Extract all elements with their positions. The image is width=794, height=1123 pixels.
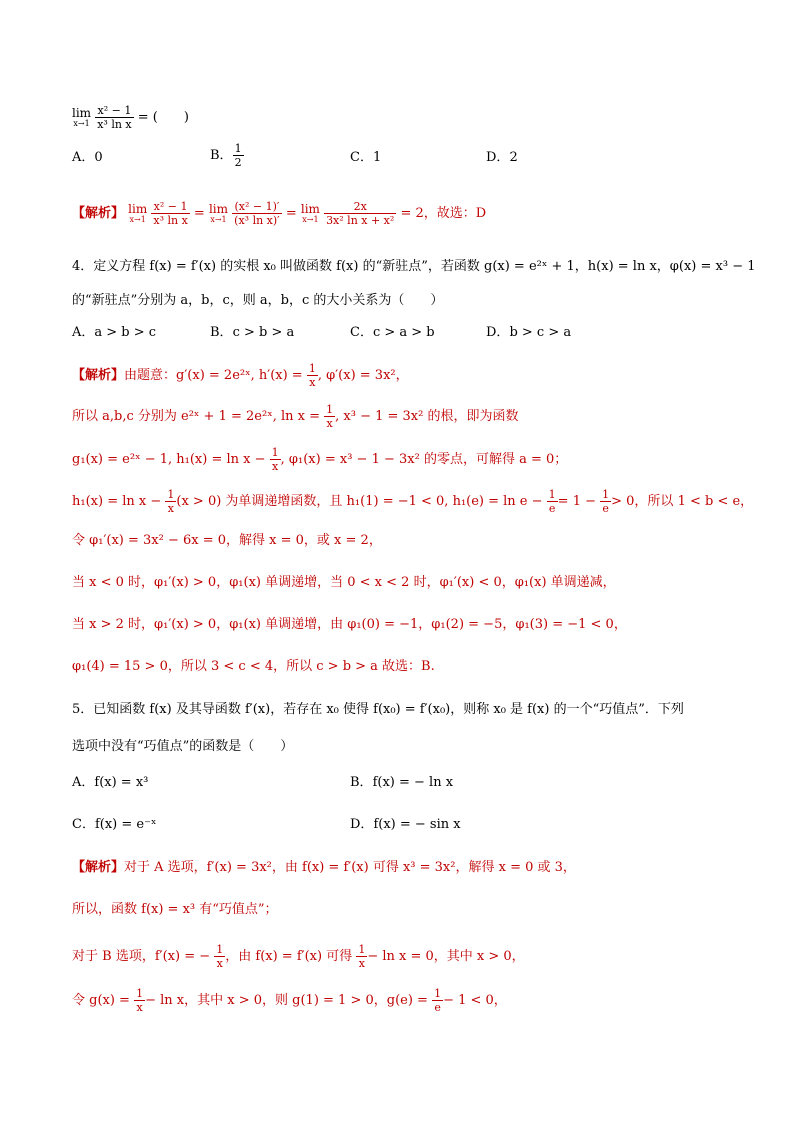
analysis-fraction [432,987,443,1014]
option-key: A． [72,150,95,165]
q4-option-c [350,323,435,343]
fraction-denominator: x [358,957,365,970]
q4-stem-line-1: 4．定义方程 f(x) = f′(x) 的实根 x₀ 叫做函数 f(x) 的“新驻点”，若函数 g(x) = e²ˣ + 1，h(x) = ln x，φ(x) = x³ − 1 [72,259,756,274]
q4-analysis-line-3 [72,446,567,473]
q3-option-d [486,148,518,168]
analysis-text: 对于 B 选项，f′(x) = − [72,949,211,964]
q5-analysis-line-3 [72,943,525,970]
lim-symbol [128,203,147,224]
fraction-numerator: 1 [216,943,224,956]
q4-option-d [486,323,571,343]
q4-analysis-line-5: 令 φ₁′(x) = 3x² − 6x = 0，解得 x = 0，或 x = 2， [72,533,382,548]
fraction-denominator: x [216,957,223,970]
analysis-text: 由题意：g′(x) = 2e²ˣ, h′(x) = [124,368,303,383]
fraction-numerator: 1 [308,362,316,375]
option-key: D． [486,325,510,340]
option-key: B． [210,148,233,163]
analysis-fraction [270,446,281,473]
lim-word: lim [300,202,320,216]
lim-sub: x→1 [302,215,319,224]
option-key: C． [72,817,95,832]
q3-option-b [210,142,244,169]
q4-analysis-line-2 [72,403,518,430]
fraction-denominator: e [548,502,556,515]
analysis-text: > 0，所以 1 < b < e， [611,494,754,509]
q4-analysis-line-6: 当 x < 0 时，φ₁′(x) > 0，φ₁(x) 单调递增，当 0 < x < 2 时，φ₁′(x) < 0，φ₁(x) 单调递减， [72,575,616,590]
fraction-denominator: x [167,502,174,515]
fraction-denominator: e [434,1001,441,1014]
analysis-fraction [307,362,318,389]
analysis-fraction-2 [232,200,282,227]
fraction-numerator: 1 [326,403,334,416]
fraction-numerator: 1 [434,987,442,1000]
fraction-denominator: x [326,417,333,430]
option-text: 0 [94,150,103,165]
fraction-denominator: x³ ln x [97,118,132,131]
lim-sub: x→1 [73,119,90,128]
fraction-denominator: x [272,460,279,473]
fraction-denominator: x [136,1001,143,1014]
analysis-text: (x > 0) 为单调递增函数，且 h₁(1) = −1 < 0, h₁(e) = ln e − [176,494,543,509]
option-key: A． [72,775,95,790]
analysis-text: , x³ − 1 = 3x² 的根，即为函数 [335,409,519,424]
option-key: C． [350,150,373,165]
lim-word: lim [208,202,229,216]
fraction-denominator: 3x² ln x + x² [326,214,395,227]
fraction-numerator: (x² − 1)′ [232,200,282,214]
equals-sign: = [193,206,205,221]
analysis-text: h₁(x) = ln x − [72,494,162,509]
option-text: c > a > b [372,325,435,340]
equals-sign: = [285,206,297,221]
q5-stem-line-1: 5．已知函数 f(x) 及其导函数 f′(x)，若存在 x₀ 使得 f(x₀) = f′(x₀)，则称 x₀ 是 f(x) 的一个“巧值点”．下列 [72,702,684,717]
fraction-numerator: x² − 1 [151,200,189,214]
q5-stem-line-2: 选项中没有“巧值点”的函数是（ ） [72,739,294,754]
option-text: a > b > c [94,325,157,340]
analysis-fraction [600,488,611,515]
analysis-text: ，由 f(x) = f′(x) 可得 [225,949,353,964]
option-key: A． [72,325,95,340]
fraction-numerator: 1 [602,488,610,501]
lim-symbol [209,203,228,224]
analysis-text: g₁(x) = e²ˣ − 1, h₁(x) = ln x − [72,452,266,467]
q4-option-a [72,323,156,343]
q5-option-c [72,815,156,835]
analysis-text: 对于 A 选项，f′(x) = 3x²，由 f(x) = f′(x) 可得 x³ = 3x²，解得 x = 0 或 3， [124,860,576,875]
q5-option-b [350,773,453,793]
fraction-numerator: 1 [136,987,144,1000]
analysis-text: − 1 < 0， [443,993,507,1008]
q3-analysis [72,200,486,227]
fraction-numerator: 1 [548,488,556,501]
q5-option-a [72,773,148,793]
option-text: b > c > a [509,325,572,340]
q3-stem [72,104,189,131]
analysis-end: = 2，故选：D [400,206,487,221]
option-text: 2 [509,150,518,165]
option-key: D． [486,150,510,165]
option-text: 1 [372,150,382,165]
q4-analysis-line-1 [72,362,409,389]
analysis-text: − ln x = 0，其中 x > 0， [367,949,525,964]
option-key: D． [350,817,374,832]
lim-sub: x→1 [210,215,227,224]
fraction-numerator: x² − 1 [95,104,133,118]
q3-option-a [72,148,103,168]
q4-stem-line-2: 的“新驻点”分别为 a，b，c，则 a，b，c 的大小关系为（ ） [72,293,444,308]
q5-analysis-line-1 [72,858,576,878]
analysis-fraction [356,943,367,970]
fraction-numerator: 1 [358,943,366,956]
q5-analysis-line-4 [72,987,507,1014]
option-text: f(x) = − sin x [373,817,461,832]
option-text: f(x) = − ln x [372,775,454,790]
analysis-fraction-3 [324,200,396,227]
analysis-text: = 1 − [557,494,596,509]
option-text: c > b > a [232,325,295,340]
analysis-tag: 【解析】 [72,860,125,875]
analysis-fraction [324,403,335,430]
lim-sub: x→1 [129,215,146,224]
analysis-fraction [165,488,176,515]
fraction-denominator: x [309,376,316,389]
fraction-numerator: 1 [234,142,242,155]
fraction-denominator: 2 [234,156,242,169]
analysis-fraction [134,987,145,1014]
analysis-tag: 【解析】 [72,368,125,383]
lim-symbol [72,107,91,128]
fraction-numerator: 1 [167,488,175,501]
analysis-text: 令 g(x) = [72,993,130,1008]
fraction-denominator: x³ ln x [153,214,188,227]
analysis-text: − ln x，其中 x > 0，则 g(1) = 1 > 0，g(e) = [145,993,428,1008]
analysis-text: , φ₁(x) = x³ − 1 − 3x² 的零点，可解得 a = 0； [280,452,568,467]
option-key: B． [350,775,373,790]
option-key: B． [210,325,233,340]
analysis-fraction [547,488,558,515]
option-key: C． [350,325,373,340]
fraction-denominator: e [602,502,609,515]
lim-symbol [301,203,320,224]
lim-word: lim [72,106,92,120]
q3-option-c [350,148,381,168]
lim-word: lim [128,202,148,216]
analysis-tag: 【解析】 [72,206,125,221]
q4-option-b [210,323,294,343]
option-text: f(x) = x³ [94,775,149,790]
option-fraction [233,142,244,169]
analysis-text: , φ′(x) = 3x²， [317,368,409,383]
analysis-fraction [214,943,225,970]
q3-fraction [95,104,133,131]
q5-option-d [350,815,461,835]
analysis-text: 所以 a,b,c 分别为 e²ˣ + 1 = 2e²ˣ, ln x = [72,409,320,424]
q4-analysis-line-8: φ₁(4) = 15 > 0，所以 3 < c < 4，所以 c > b > a 故选：B. [72,659,435,674]
option-text: f(x) = e⁻ˣ [94,817,157,832]
fraction-numerator: 2x [324,200,396,214]
fraction-numerator: 1 [271,446,279,459]
q5-analysis-line-2: 所以，函数 f(x) = x³ 有“巧值点”； [72,902,278,917]
q3-stem-tail: = ( ) [137,110,189,125]
q4-analysis-line-7: 当 x > 2 时，φ₁′(x) > 0，φ₁(x) 单调递增，由 φ₁(0) = −1，φ₁(2) = −5，φ₁(3) = −1 < 0， [72,617,627,632]
analysis-fraction-1 [151,200,189,227]
fraction-denominator: (x³ ln x)′ [234,214,280,227]
q4-analysis-line-4 [72,488,753,515]
